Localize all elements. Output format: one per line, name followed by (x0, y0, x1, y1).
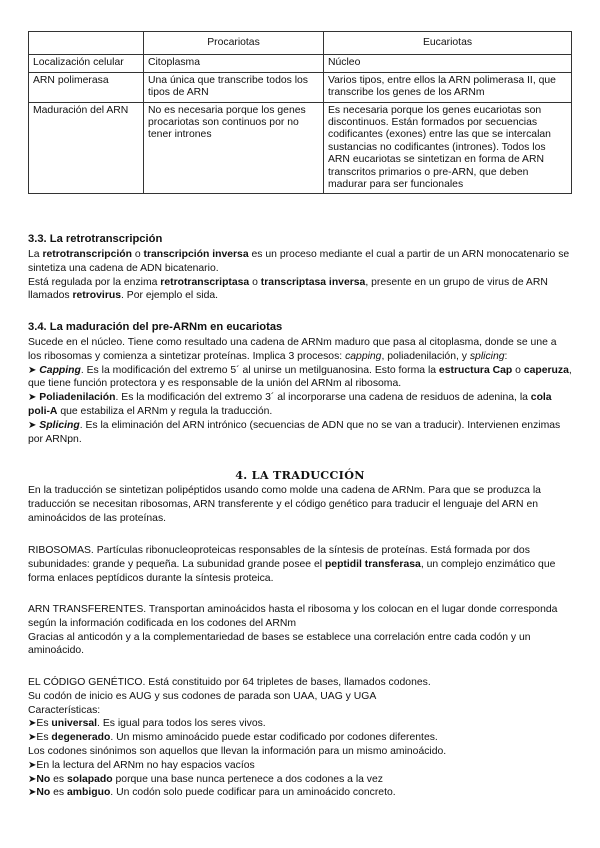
arrow-bullet-icon: ➤ (28, 759, 37, 771)
lectura-item: ➤En la lectura del ARNm no hay espacios vacíos (28, 759, 255, 771)
maduracion-intro: Sucede en el núcleo. Tiene como resultado una cadena de ARNm maduro que pasa al citoplasma, donde se une a los ribosomas y comienza a sintetizar proteínas. Implica 3 procesos: capping, poliadenilación, y splicing: (28, 337, 557, 362)
table-cell: Maduración del ARN (29, 102, 144, 194)
arrow-bullet-icon: ➤ (28, 773, 37, 785)
table-row (29, 55, 572, 72)
solapado-item: ➤No es solapado porque una base nunca pertenece a dos codones a la vez (28, 773, 383, 785)
arrow-bullet-icon: ➤ (28, 718, 37, 730)
table-header-cell: Procariotas (144, 32, 324, 55)
arn-transferentes-paragraph: ARN TRANSFERENTES. Transportan aminoácidos hasta el ribosoma y los colocan en el lugar donde corresponda según la información codificada en los codones del ARNm Gracias al anticodón y a la complementariedad de bases se establece una correlación entre cada codón y un aminoácido. (28, 604, 558, 657)
arrow-bullet-icon: ➤ (28, 787, 37, 799)
chapter-title-traduccion: 4. LA TRADUCCIÓN (235, 468, 365, 482)
arrow-bullet-icon: ➤ (28, 419, 37, 431)
maduracion-text (28, 336, 572, 446)
arrow-bullet-icon: ➤ (28, 392, 37, 404)
table-row (29, 102, 572, 194)
table-cell: No es necesaria porque los genes procariotas son continuos por no tener intrones (144, 102, 324, 194)
table-header-row (29, 32, 572, 55)
comparison-table (28, 31, 572, 194)
section-title-retrotranscripcion: 3.3. La retrotranscripción (28, 233, 163, 245)
table-header-cell: Eucariotas (324, 32, 572, 55)
section-title-maduracion: 3.4. La maduración del pre-ARNm en eucariotas (28, 321, 283, 333)
table-cell: Es necesaria porque los genes eucariotas son discontinuos. Están formados por secuencias codificantes (exones) entre las que se intercalan sustancias no codificantes (intrones). Todos los ARN eucariotas se sintetizan en forma de ARN transcritos primarios o pre-ARN, que deben madurar para ser funcionales (324, 102, 572, 194)
ribosomas-paragraph: RIBOSOMAS. Partículas ribonucleoproteicas responsables de la síntesis de proteínas. Está formada por dos subunidades: grande y pequeña. La subunidad grande posee el peptidil transferasa, un complejo enzimático que forma enlaces peptídicos durante la síntesis proteica. (28, 545, 556, 584)
codigo-genetico-section: EL CÓDIGO GENÉTICO. Está constituido por 64 tripletes de bases, llamados codones. Su codón de inicio es AUG y sus codones de parada son UAA, UAG y UGA Características: ➤Es universal. Es igual para todos los seres vivos. ➤Es degenerado. Un mismo aminoácido puede estar codificado por codones diferentes. Los codones sinónimos son aquellos que llevan la información para un mismo aminoácido. ➤En la lectura del ARNm no hay espacios vacíos ➤No es solapado porque una base nunca pertenece a dos codones a la vez ➤No es ambiguo. Un codón solo puede codificar para un aminoácido concreto. (28, 676, 572, 800)
ambiguo-item: ➤No es ambiguo. Un codón solo puede codificar para un aminoácido concreto. (28, 787, 396, 799)
universal-item: ➤Es universal. Es igual para todos los seres vivos. (28, 718, 266, 730)
retro-paragraph-2: Está regulada por la enzima retrotranscriptasa o transcriptasa inversa, presente en un grupo de virus de ARN llamados retrovirus. Por ejemplo el sida. (28, 276, 548, 302)
table-cell: Una única que transcribe todos los tipos de ARN (144, 72, 324, 102)
retro-paragraph-1: La retrotranscripción o transcripción inversa es un proceso mediante el cual a partir de un ARN monocatenario se sintetiza una cadena de ADN bicatenario. (28, 249, 570, 274)
poliadenilacion-item: ➤ Poliadenilación. Es la modificación del extremo 3´ al incorporarse una cadena de residuos de adenina, la cola poli-A que estabiliza el ARNm y regula la traducción. (28, 392, 552, 417)
table-cell: Núcleo (324, 55, 572, 72)
arrow-bullet-icon: ➤ (28, 364, 37, 376)
degenerado-item: ➤Es degenerado. Un mismo aminoácido puede estar codificado por codones diferentes. (28, 732, 438, 744)
arrow-bullet-icon: ➤ (28, 732, 37, 744)
table-cell: Varios tipos, entre ellos la ARN polimerasa II, que transcribe los genes de los ARNm (324, 72, 572, 102)
table-cell: Localización celular (29, 55, 144, 72)
table-row (29, 72, 572, 102)
table-cell: Citoplasma (144, 55, 324, 72)
capping-item: ➤ Capping. Es la modificación del extremo 5´ al unirse un metilguanosina. Esto forma la estructura Cap o caperuza, que tiene función protectora y es responsable de la unión del ARNm al ribosoma. (28, 364, 572, 390)
traduccion-intro: En la traducción se sintetizan polipéptidos usando como molde una cadena de ARNm. Para que se produzca la traducción se necesitan ribosomas, ARN transferente y el código genético para traducir el lenguaje del ARN en aminoácidos de las proteínas. (28, 485, 541, 524)
table-cell: ARN polimerasa (29, 72, 144, 102)
retro-text (28, 248, 572, 303)
table-header-cell (29, 32, 144, 55)
splicing-item: ➤ Splicing. Es la eliminación del ARN intrónico (secuencias de ADN que no se van a traducir). Intervienen enzimas por ARNpn. (28, 419, 561, 445)
